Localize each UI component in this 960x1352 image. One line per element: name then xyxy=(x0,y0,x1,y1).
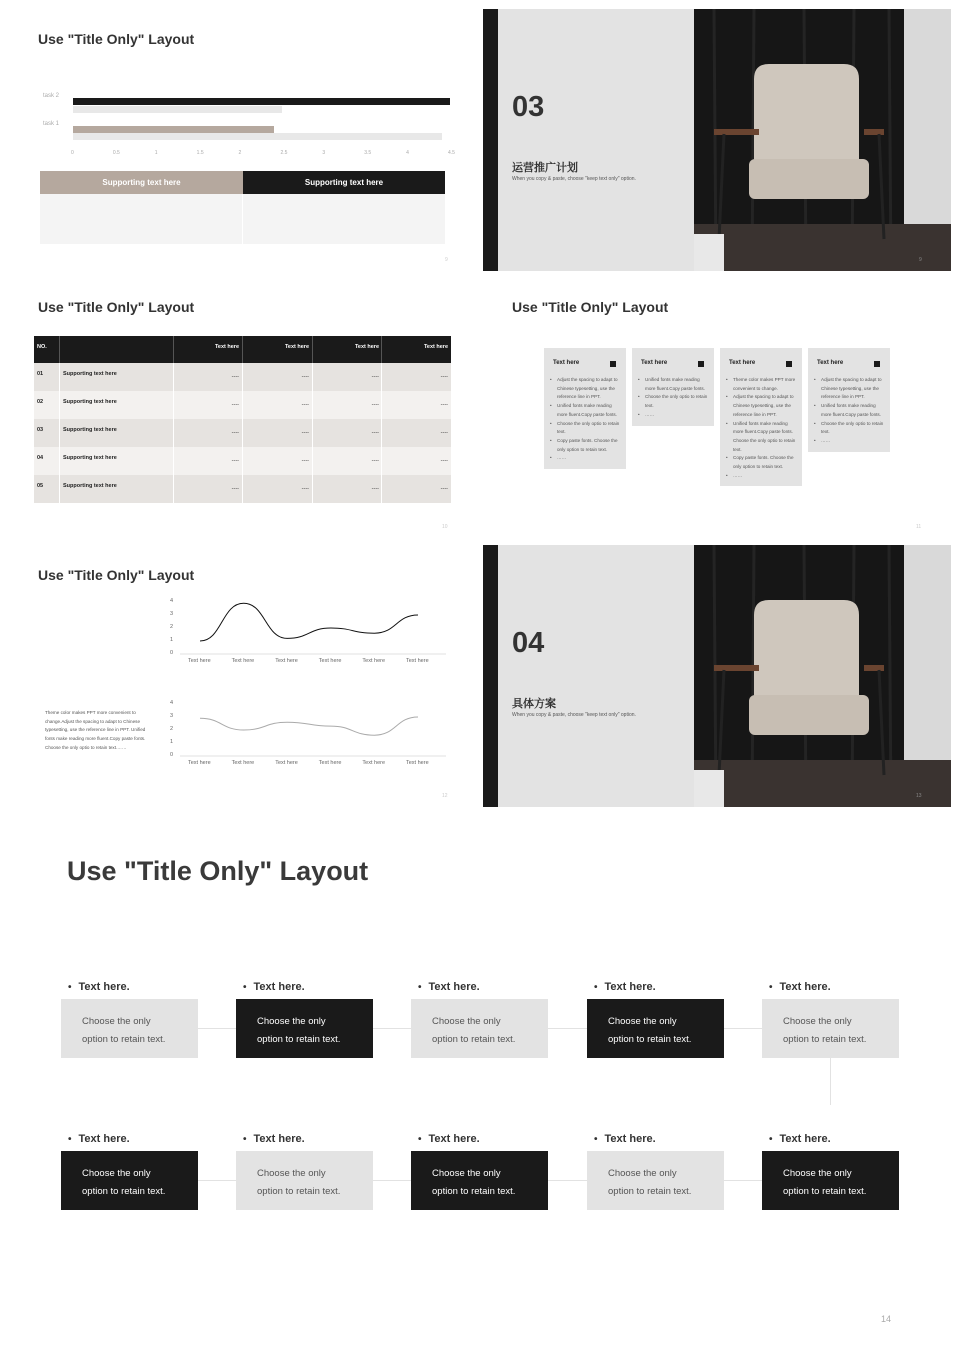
armchair-photo xyxy=(694,545,951,807)
step-text: Choose the only xyxy=(257,1168,326,1179)
table-row xyxy=(34,363,451,391)
header-cell: NO. xyxy=(37,344,47,350)
step-text: option to retain text. xyxy=(783,1186,867,1197)
table-cell: ---- xyxy=(440,402,448,408)
table-cell: ---- xyxy=(371,430,379,436)
x-tick-label: Text here xyxy=(362,658,386,664)
page-number: 14 xyxy=(881,1314,892,1324)
table-cell: ---- xyxy=(301,374,309,380)
row-number: 04 xyxy=(37,455,44,461)
axis-tick-label: 1 xyxy=(154,150,158,156)
x-tick-label: Text here xyxy=(188,658,211,664)
table-cell: ---- xyxy=(371,486,379,492)
armchair-photo xyxy=(694,9,951,271)
card-bullet: • Adjust the spacing to adapt to Chinese typesetting, use the reference line in PPT. xyxy=(726,393,796,419)
info-card xyxy=(808,348,890,452)
row-number: 03 xyxy=(37,427,44,433)
table-cell: ---- xyxy=(440,458,448,464)
section-panel xyxy=(498,9,694,271)
y-tick-label: 4 xyxy=(170,598,174,604)
section-slide-03[interactable] xyxy=(483,9,951,271)
step-text: option to retain text. xyxy=(257,1186,341,1197)
bullet-icon: • xyxy=(769,982,773,993)
step-heading: • Text here. xyxy=(68,981,130,993)
bullet-icon: • xyxy=(769,1134,773,1145)
card-title: Text here xyxy=(720,348,802,376)
row-label: Supporting text here xyxy=(63,483,117,489)
card-bullet: • Copy paste fonts. Choose the only option to retain text. xyxy=(550,437,620,454)
section-number: 04 xyxy=(512,627,545,659)
card-bullet: • Choose the only optio to retain text. xyxy=(550,420,620,437)
step-text: option to retain text. xyxy=(608,1034,692,1045)
table-cell: ---- xyxy=(301,458,309,464)
table-cell: ---- xyxy=(231,486,239,492)
axis-tick-label: 4 xyxy=(406,150,409,156)
step-text: Choose the only xyxy=(432,1016,501,1027)
slide-12[interactable] xyxy=(9,545,475,807)
axis-tick-label: 3.5 xyxy=(364,150,372,156)
page-number: 13 xyxy=(916,793,922,799)
step-text: option to retain text. xyxy=(783,1034,867,1045)
y-tick-label: 2 xyxy=(170,624,174,630)
task-label: task 1 xyxy=(43,121,60,127)
table-row xyxy=(34,447,451,475)
card-bullet: • Theme color makes PPT more convenient to change. xyxy=(726,376,796,393)
slide-title: Use "Title Only" Layout xyxy=(512,299,669,315)
step-heading: • Text here. xyxy=(243,981,305,993)
header-cell: Text here xyxy=(423,344,448,350)
table-cell: ---- xyxy=(440,430,448,436)
table-cell: ---- xyxy=(301,430,309,436)
x-tick-label: Text here xyxy=(275,658,298,664)
step-text: Choose the only xyxy=(608,1016,677,1027)
step-text: option to retain text. xyxy=(432,1034,516,1045)
card-bullet: • …… xyxy=(638,411,708,420)
y-tick-label: 2 xyxy=(170,726,174,732)
x-tick-label: Text here xyxy=(406,760,429,766)
step-text: option to retain text. xyxy=(82,1186,166,1197)
step-box xyxy=(61,999,198,1058)
bullet-icon: • xyxy=(68,982,72,993)
card-bullet: • Adjust the spacing to adapt to Chinese typesetting, use the reference line in PPT. xyxy=(550,376,620,402)
info-card xyxy=(544,348,626,469)
step-heading: • Text here. xyxy=(594,981,656,993)
step-box xyxy=(587,999,724,1058)
axis-tick-label: 2.5 xyxy=(280,150,288,156)
bullet-icon: • xyxy=(418,982,422,993)
step-heading: • Text here. xyxy=(68,1133,130,1145)
accent-bar xyxy=(483,545,498,807)
accent-bar xyxy=(483,9,498,271)
x-tick-label: Text here xyxy=(318,658,342,664)
card-title: Text here xyxy=(544,348,626,376)
step-text: option to retain text. xyxy=(432,1186,516,1197)
card-bullet: • …… xyxy=(726,472,796,481)
table-row xyxy=(34,475,451,503)
x-tick-label: Text here xyxy=(318,760,342,766)
gantt-bar xyxy=(73,106,282,113)
square-icon xyxy=(786,361,792,367)
square-icon xyxy=(874,361,880,367)
page-number: 11 xyxy=(916,524,922,530)
table-cell: ---- xyxy=(231,458,239,464)
y-tick-label: 1 xyxy=(170,739,174,745)
page-number: 9 xyxy=(445,257,448,263)
x-tick-label: Text here xyxy=(231,760,255,766)
page-number: 9 xyxy=(919,257,922,263)
table-cell: ---- xyxy=(440,486,448,492)
axis-tick-label: 0 xyxy=(71,150,74,156)
row-number: 02 xyxy=(37,399,44,405)
step-heading: • Text here. xyxy=(594,1133,656,1145)
row-label: Supporting text here xyxy=(63,399,117,405)
table-cell: ---- xyxy=(371,374,379,380)
axis-tick-label: 1.5 xyxy=(196,150,204,156)
square-icon xyxy=(610,361,616,367)
header-cell: Text here xyxy=(214,344,239,350)
section-title: 运营推广计划 xyxy=(512,162,578,174)
step-box xyxy=(236,999,373,1058)
y-tick-label: 0 xyxy=(170,752,174,758)
step-box xyxy=(61,1151,198,1210)
step-box xyxy=(762,999,899,1058)
step-text: option to retain text. xyxy=(257,1034,341,1045)
bullet-icon: • xyxy=(594,982,598,993)
table-cell xyxy=(243,194,445,244)
card-title: Text here xyxy=(808,348,890,376)
x-tick-label: Text here xyxy=(406,658,429,664)
row-label: Supporting text here xyxy=(63,427,117,433)
step-text: Choose the only xyxy=(783,1168,852,1179)
table-cell: ---- xyxy=(301,486,309,492)
table-header: Supporting text here xyxy=(40,171,243,194)
slide-9[interactable] xyxy=(9,9,475,271)
y-tick-label: 3 xyxy=(170,611,174,617)
step-heading: • Text here. xyxy=(418,1133,480,1145)
table-header-row xyxy=(34,336,451,363)
table-row xyxy=(34,391,451,419)
table-cell: ---- xyxy=(440,374,448,380)
step-heading: • Text here. xyxy=(418,981,480,993)
connector-line xyxy=(830,1058,831,1105)
table-cell xyxy=(40,194,242,244)
square-icon xyxy=(698,361,704,367)
table-cell: ---- xyxy=(371,402,379,408)
header-cell: Text here xyxy=(354,344,379,350)
bullet-icon: • xyxy=(243,982,247,993)
info-card xyxy=(632,348,714,426)
step-heading: • Text here. xyxy=(243,1133,305,1145)
section-subtitle: When you copy & paste, choose "keep text only" option. xyxy=(512,176,636,182)
step-text: option to retain text. xyxy=(608,1186,692,1197)
table-body xyxy=(34,363,451,503)
x-tick-label: Text here xyxy=(362,760,386,766)
card-bullet: • Unified fonts make reading more fluent.Copy paste fonts. Choose the only optio to retain text. xyxy=(726,420,796,455)
section-slide-04[interactable] xyxy=(483,545,951,807)
info-card xyxy=(720,348,802,486)
step-heading: • Text here. xyxy=(769,981,831,993)
step-box xyxy=(587,1151,724,1210)
x-tick-label: Text here xyxy=(231,658,255,664)
bullet-icon: • xyxy=(243,1134,247,1145)
card-bullet: • Choose the only optio to retain text. xyxy=(638,393,708,410)
axis-tick-label: 2 xyxy=(238,150,242,156)
card-bullet: • Unified fonts make reading more fluent.Copy paste fonts. xyxy=(814,402,884,419)
section-number: 03 xyxy=(512,91,545,123)
slide-title: Use "Title Only" Layout xyxy=(38,299,195,315)
row-label: Supporting text here xyxy=(63,371,117,377)
axis-tick-label: 3 xyxy=(322,150,326,156)
step-box xyxy=(762,1151,899,1210)
bullet-icon: • xyxy=(418,1134,422,1145)
step-box xyxy=(411,999,548,1058)
bullet-icon: • xyxy=(594,1134,598,1145)
page-number: 12 xyxy=(442,793,448,799)
row-number: 05 xyxy=(37,483,44,489)
y-tick-label: 0 xyxy=(170,650,174,656)
x-tick-label: Text here xyxy=(188,760,211,766)
y-tick-label: 1 xyxy=(170,637,174,643)
header-cell: Text here xyxy=(284,344,309,350)
axis-tick-label: 4.5 xyxy=(448,150,455,156)
step-text: option to retain text. xyxy=(82,1034,166,1045)
step-heading: • Text here. xyxy=(769,1133,831,1145)
step-text: Choose the only xyxy=(257,1016,326,1027)
card-bullet: • Unified fonts make reading more fluent.Copy paste fonts. xyxy=(550,402,620,419)
step-box xyxy=(411,1151,548,1210)
slide-title: Use "Title Only" Layout xyxy=(38,31,195,47)
section-panel xyxy=(498,545,694,807)
slide-title: Use "Title Only" Layout xyxy=(38,567,195,583)
axis-tick-label: 0.5 xyxy=(112,150,120,156)
slide-title: Use "Title Only" Layout xyxy=(67,856,369,886)
card-title: Text here xyxy=(632,348,714,376)
table-cell: ---- xyxy=(301,402,309,408)
step-box xyxy=(236,1151,373,1210)
step-text: Choose the only xyxy=(432,1168,501,1179)
step-text: Choose the only xyxy=(82,1168,151,1179)
table-cell: ---- xyxy=(371,458,379,464)
table-header: Supporting text here xyxy=(243,171,445,194)
y-tick-label: 3 xyxy=(170,713,174,719)
table-cell: ---- xyxy=(231,402,239,408)
y-tick-label: 4 xyxy=(170,700,174,706)
section-title: 具体方案 xyxy=(512,698,556,710)
row-label: Supporting text here xyxy=(63,455,117,461)
card-bullet: • Choose the only optio to retain text. xyxy=(814,420,884,437)
table-row xyxy=(34,419,451,447)
data-table xyxy=(34,336,451,503)
page-number: 10 xyxy=(442,524,448,530)
card-bullet: • …… xyxy=(550,454,620,463)
card-bullet: • Unified fonts make reading more fluent.Copy paste fonts. xyxy=(638,376,708,393)
bullet-icon: • xyxy=(68,1134,72,1145)
task-label: task 2 xyxy=(43,93,60,99)
step-text: Choose the only xyxy=(783,1016,852,1027)
card-bullet: • Adjust the spacing to adapt to Chinese typesetting, use the reference line in PPT. xyxy=(814,376,884,402)
card-bullet: • Copy paste fonts. Choose the only option to retain text. xyxy=(726,454,796,471)
step-text: Choose the only xyxy=(608,1168,677,1179)
row-number: 01 xyxy=(37,371,44,377)
table-cell: ---- xyxy=(231,430,239,436)
chart-description: Theme color makes PPT more convenient to change.Adjust the spacing to adapt to Chinese typesetting, use the reference line in PPT. Unified fonts make reading more fluent.Copy paste fonts. Choose the only optio to retain text.…… xyxy=(45,710,146,750)
card-bullet: • …… xyxy=(814,437,884,446)
step-text: Choose the only xyxy=(82,1016,151,1027)
x-tick-label: Text here xyxy=(275,760,298,766)
section-subtitle: When you copy & paste, choose "keep text only" option. xyxy=(512,712,636,718)
gantt-bar xyxy=(73,133,442,140)
gantt-bar xyxy=(73,126,274,133)
table-cell: ---- xyxy=(231,374,239,380)
gantt-bar xyxy=(73,98,450,105)
